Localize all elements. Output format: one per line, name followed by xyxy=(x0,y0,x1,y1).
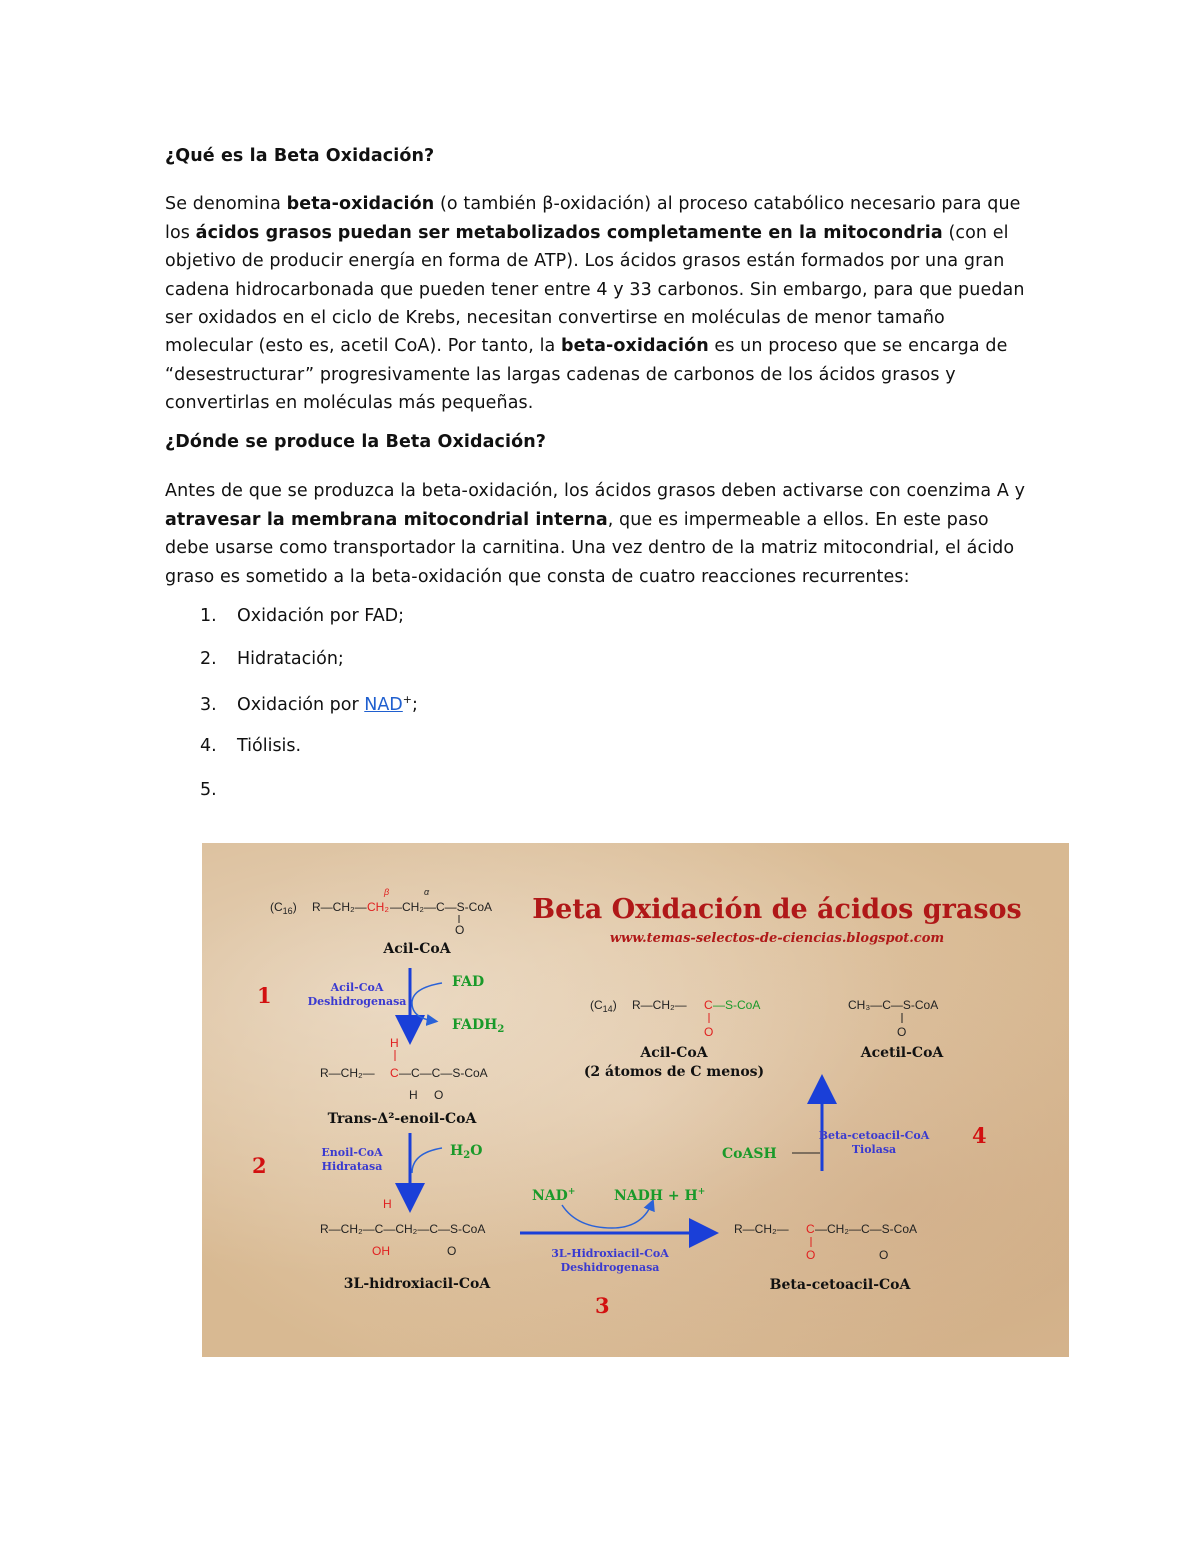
chain-fragment: —CH₂—C—S-CoA xyxy=(815,1222,917,1236)
step2-enzyme-line1: Enoil-CoA xyxy=(321,1146,383,1159)
list-item xyxy=(200,736,301,756)
list-text: Hidratación; xyxy=(237,649,344,669)
acil-coa-product-label: Acil-CoA xyxy=(640,1045,708,1061)
text-run: (o también β-oxidación) al proceso catabólico necesario para que los xyxy=(165,194,1021,243)
nad-link[interactable]: NAD xyxy=(364,694,403,715)
acil-coa-product-note: (2 átomos de C menos) xyxy=(583,1064,765,1080)
trans-enoil-label: Trans-Δ²-enoil-CoA xyxy=(327,1111,477,1127)
list-item xyxy=(200,606,404,626)
keto-carbon: C xyxy=(806,1222,815,1236)
step1-enzyme-line1: Acil-CoA xyxy=(330,981,384,994)
paragraph-activation xyxy=(165,477,1035,591)
list-item xyxy=(200,780,237,800)
oxygen: O xyxy=(897,1025,907,1039)
list-text: Oxidación por FAD; xyxy=(237,606,405,626)
c16-label: $(C_{16})$ xyxy=(270,900,297,916)
acil-coa-label: Acil-CoA xyxy=(383,941,451,957)
acyl-carbon: C xyxy=(704,998,713,1012)
list-number: 1. xyxy=(200,606,217,626)
oxygen: O xyxy=(434,1088,444,1102)
text-run: es un proceso que se encarga de “desestructurar” progresivamente las largas cadenas de carbonos de los ácidos grasos y convertirlas en moléculas más pequeñas. xyxy=(165,336,1008,414)
h-atom: H xyxy=(390,1036,399,1050)
bold-run: beta-oxidación xyxy=(561,336,709,357)
bold-run: ácidos grasos xyxy=(195,222,333,243)
enoil-structure xyxy=(320,1036,488,1102)
heading-where: ¿Dónde se produce la Beta Oxidación? xyxy=(165,432,547,452)
list-text: Oxidación por xyxy=(237,694,365,715)
list-text: ; xyxy=(412,694,418,715)
heading-what: ¿Qué es la Beta Oxidación? xyxy=(165,146,435,166)
cetoacil-structure xyxy=(734,1222,917,1262)
acetil-coa-structure xyxy=(848,998,938,1039)
acil-coa-c14-structure xyxy=(590,998,760,1039)
text-run: , que es impermeable a ellos. En este paso debe usarse como transportador la carnitina. Una vez dentro de la matriz mitocondrial, el ácido graso es sometido a la beta-oxidación que consta de cuatro reacciones recurrentes: xyxy=(165,509,1015,587)
beta-carbon: CH₂ xyxy=(367,900,389,914)
oxygen: O xyxy=(447,1244,457,1258)
coash-label: CoASH xyxy=(722,1146,777,1162)
oxygen: O xyxy=(455,923,465,937)
text-run: (con el objetivo de producir energía en forma de ATP). Los ácidos grasos están formados por una gran cadena hidrocarbonada que pueden tener entre 4 y 33 carbonos. Sin embargo, para que puedan ser oxidados en el ciclo de Krebs, necesitan convertirse en moléculas de menor tamaño molecular (esto es, acetil CoA). Por tanto, la xyxy=(165,222,1025,357)
acyl-oxygen: O xyxy=(704,1025,714,1039)
fadh2-label: $FADH_2$ xyxy=(452,1017,505,1035)
bold-run: beta-oxidación xyxy=(286,194,435,215)
chain-fragment: R—CH₂— xyxy=(734,1222,789,1236)
step2-number: 2 xyxy=(252,1153,267,1178)
beta-oxidation-diagram xyxy=(202,843,1069,1357)
list-number: 5. xyxy=(200,780,217,800)
beta-symbol: β xyxy=(384,887,390,897)
beta-cetoacil-label: Beta-cetoacil-CoA xyxy=(769,1277,911,1293)
list-number: 3. xyxy=(200,694,217,715)
superscript: + xyxy=(402,693,413,706)
bold-run: puedan ser metabolizados completamente en la mitocondria xyxy=(337,222,943,243)
step4-enzyme-line1: Beta-cetoacil-CoA xyxy=(818,1129,930,1142)
step1-number: 1 xyxy=(257,983,272,1008)
h-atom: H xyxy=(383,1197,392,1211)
hidroxiacil-structure xyxy=(320,1197,485,1258)
c14-label: $(C_{14})$ xyxy=(590,998,617,1014)
oxygen: O xyxy=(879,1248,889,1262)
step3-enzyme-line1: 3L-Hidroxiacil-CoA xyxy=(551,1247,669,1260)
list-number: 4. xyxy=(200,736,217,756)
text-run: Se denomina xyxy=(165,194,287,215)
step3-enzyme-line2: Deshidrogenasa xyxy=(560,1261,660,1274)
bold-run: atravesar la membrana mitocondrial interna xyxy=(165,509,608,530)
step2-enzyme-line2: Hidratasa xyxy=(321,1160,383,1173)
nadh-label: NADH + H+ xyxy=(614,1187,706,1204)
chain-fragment: CH₃—C—S-CoA xyxy=(848,998,939,1012)
fad-label: FAD xyxy=(452,974,485,990)
h-atom: H xyxy=(409,1088,418,1102)
diagram-title: Beta Oxidación de ácidos grasos xyxy=(532,894,1022,925)
hydroxyl-group: OH xyxy=(372,1244,390,1258)
step4-enzyme-line2: Tiolasa xyxy=(851,1143,897,1156)
step1-enzyme-line2: Deshidrogenasa xyxy=(307,995,407,1008)
step4-number: 4 xyxy=(972,1123,987,1148)
chain-fragment: —C—C—S-CoA xyxy=(399,1066,488,1080)
paragraph-definition xyxy=(165,190,1035,417)
text-run: Antes de que se produzca la beta-oxidación, los ácidos grasos deben activarse con coenzima A y xyxy=(165,481,1026,502)
alpha-symbol: α xyxy=(424,887,430,897)
list-item xyxy=(200,649,344,669)
diagram-url: www.temas-selectos-de-ciencias.blogspot.com xyxy=(609,931,945,946)
diagram-svg xyxy=(202,843,1069,1357)
chain-fragment: R—CH₂— xyxy=(320,1066,375,1080)
list-text: Tiólisis. xyxy=(237,736,302,756)
nad-label: NAD+ xyxy=(532,1187,576,1204)
chain-fragment: —CH₂—C—S-CoA xyxy=(390,900,492,914)
step3-number: 3 xyxy=(595,1293,610,1318)
s-coa-group: —S-CoA xyxy=(713,998,761,1012)
chain-fragment: R—CH₂— xyxy=(632,998,687,1012)
keto-oxygen: O xyxy=(806,1248,816,1262)
h2o-label: $H_2O$ xyxy=(450,1143,483,1161)
list-item xyxy=(200,693,418,715)
chain-fragment: R—CH₂—C—CH₂—C—S-CoA xyxy=(320,1222,486,1236)
chain-fragment: R—CH₂— xyxy=(312,900,367,914)
double-bond-carbon: C xyxy=(390,1066,399,1080)
list-number: 2. xyxy=(200,649,217,669)
hidroxiacil-label: 3L-hidroxiacil-CoA xyxy=(343,1276,491,1292)
acetil-coa-label: Acetil-CoA xyxy=(860,1045,944,1061)
section-what xyxy=(165,142,1035,418)
acil-coa-structure xyxy=(270,887,492,937)
section-where xyxy=(165,428,1035,591)
